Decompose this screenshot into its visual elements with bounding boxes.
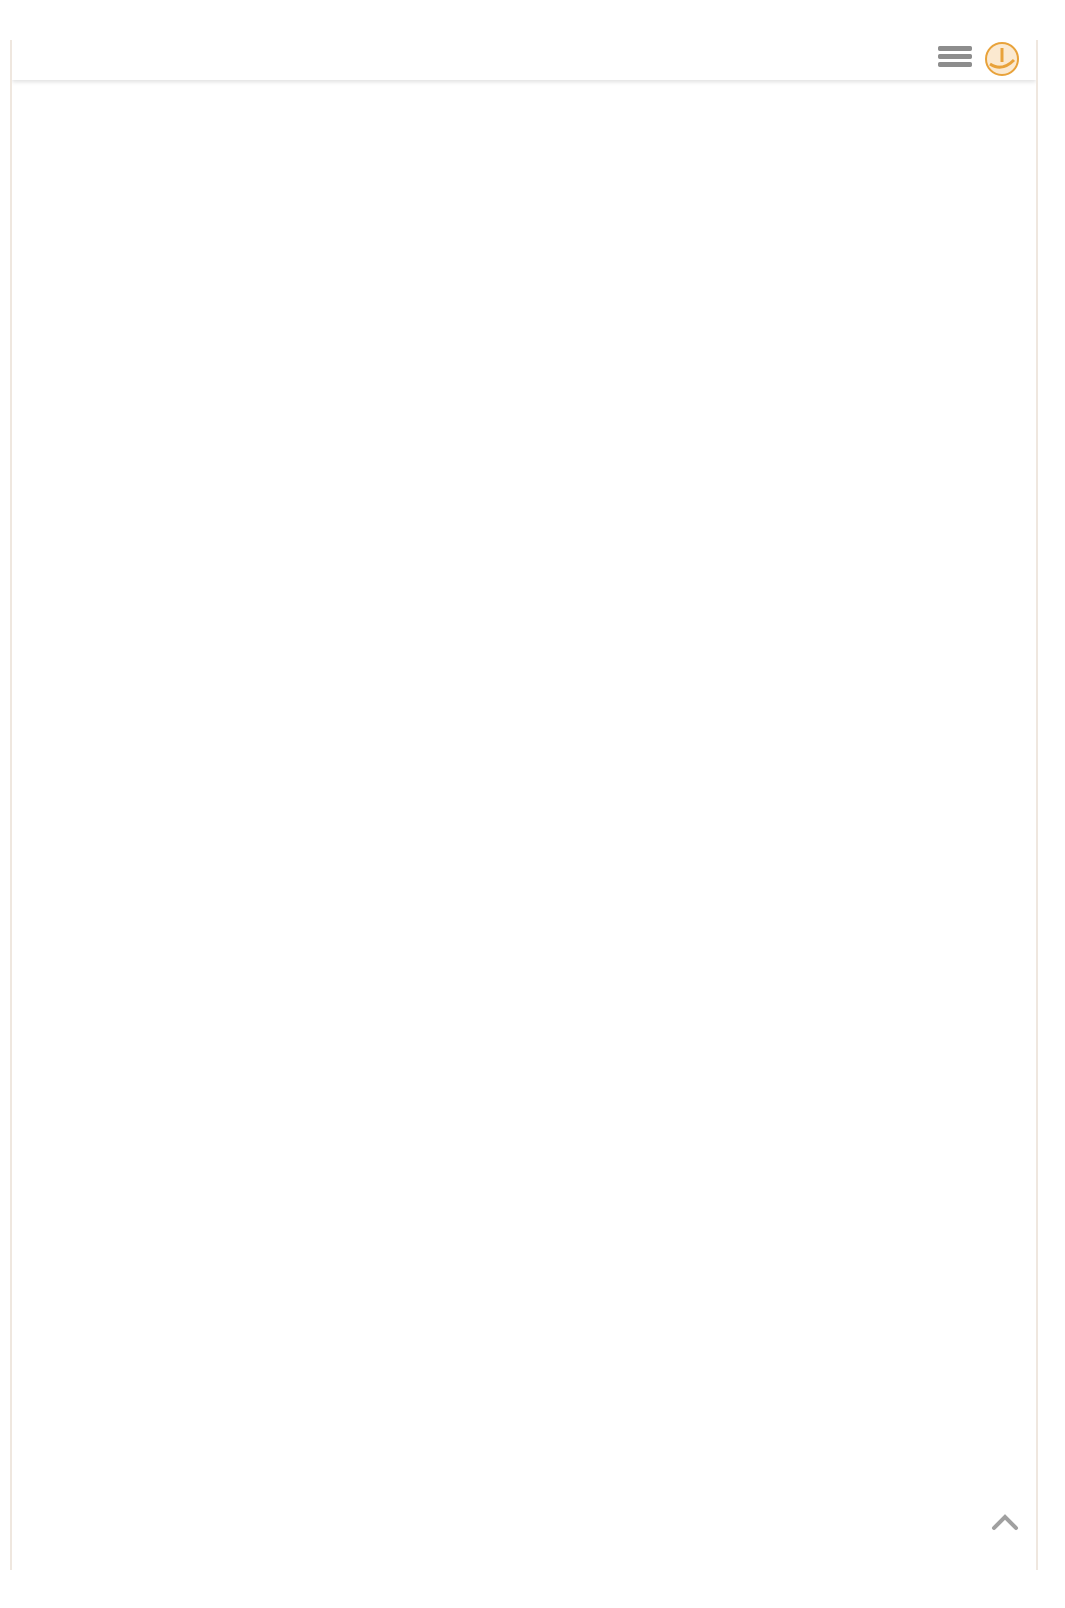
print-header (0, 0, 1065, 30)
chevron-up-icon[interactable] (990, 1508, 1020, 1538)
hamburger-menu-icon[interactable] (938, 43, 972, 73)
top-navbar (12, 40, 1036, 80)
print-footer (0, 1578, 1065, 1608)
site-logo-icon[interactable] (980, 40, 1024, 78)
page-frame (10, 40, 1038, 1570)
